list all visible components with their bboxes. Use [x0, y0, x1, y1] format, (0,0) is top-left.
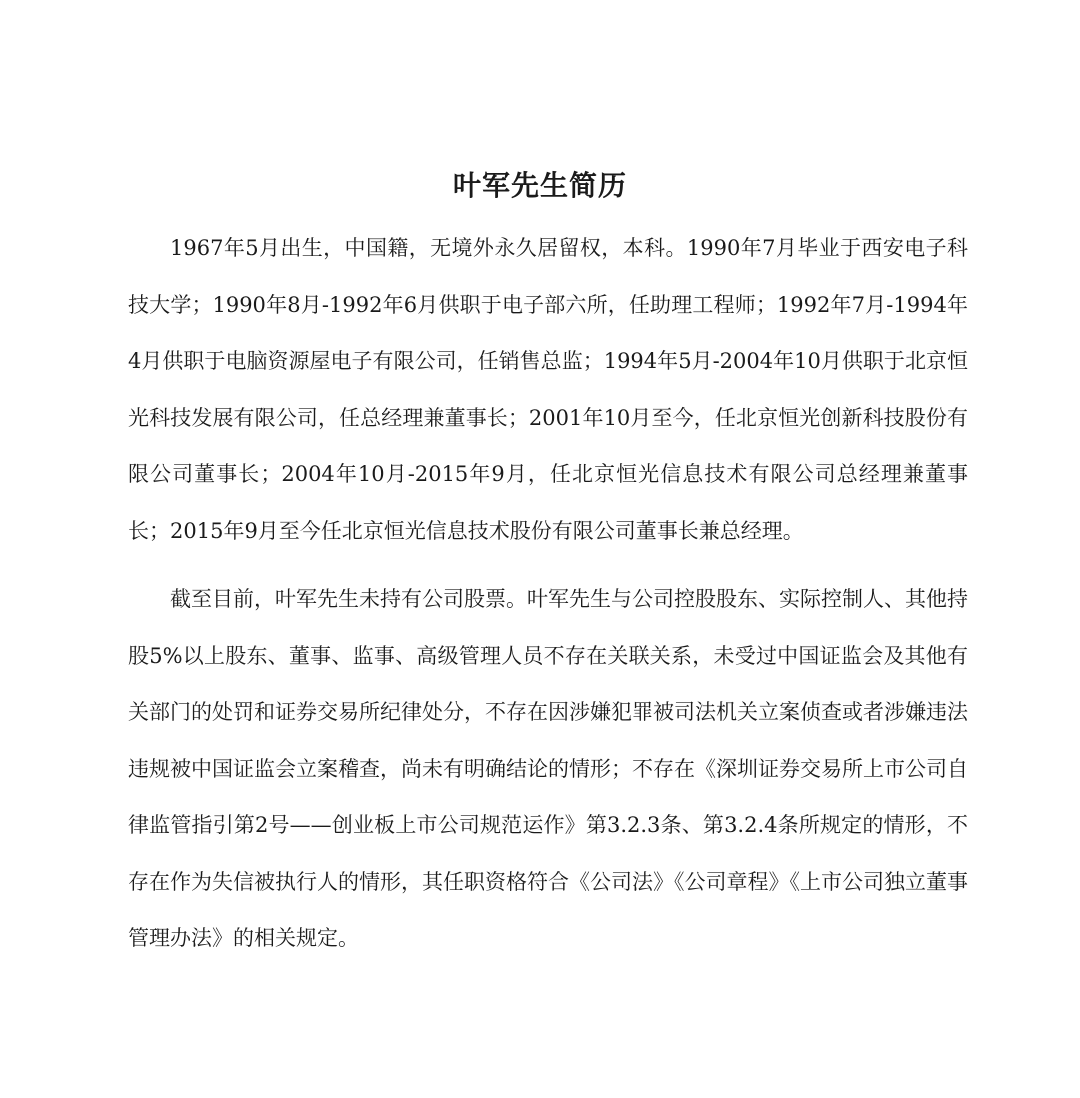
resume-paragraph: 1967年5月出生，中国籍，无境外永久居留权，本科。1990年7月毕业于西安电子科技大学；1990年8月-1992年6月供职于电子部六所，任助理工程师；1992年7月-1994年4月供职于电脑资源屋电子有限公司，任销售总监；1994年5月-2004年10月供职于北京恒光科技发展有限公司，任总经理兼董事长；2001年10月至今，任北京恒光创新科技股份有限公司董事长；2004年10月-2015年9月，任北京恒光信息技术有限公司总经理兼董事长；2015年9月至今任北京恒光信息技术股份有限公司董事长兼总经理。 — [128, 236, 968, 543]
document-title: 叶军先生简历 — [452, 169, 627, 202]
shareholding-paragraph: 截至目前，叶军先生未持有公司股票。叶军先生与公司控股股东、实际控制人、其他持股5%以上股东、董事、监事、高级管理人员不存在关联关系，未受过中国证监会及其他有关部门的处罚和证券交易所纪律处分，不存在因涉嫌犯罪被司法机关立案侦查或者涉嫌违法违规被中国证监会立案稽查，尚未有明确结论的情形；不存在《深圳证券交易所上市公司自律监管指引第2号——创业板上市公司规范运作》第3.2.3条、第3.2.4条所规定的情形，不存在作为失信被执行人的情形，其任职资格符合《公司法》《公司章程》《上市公司独立董事管理办法》的相关规定。 — [128, 587, 968, 950]
